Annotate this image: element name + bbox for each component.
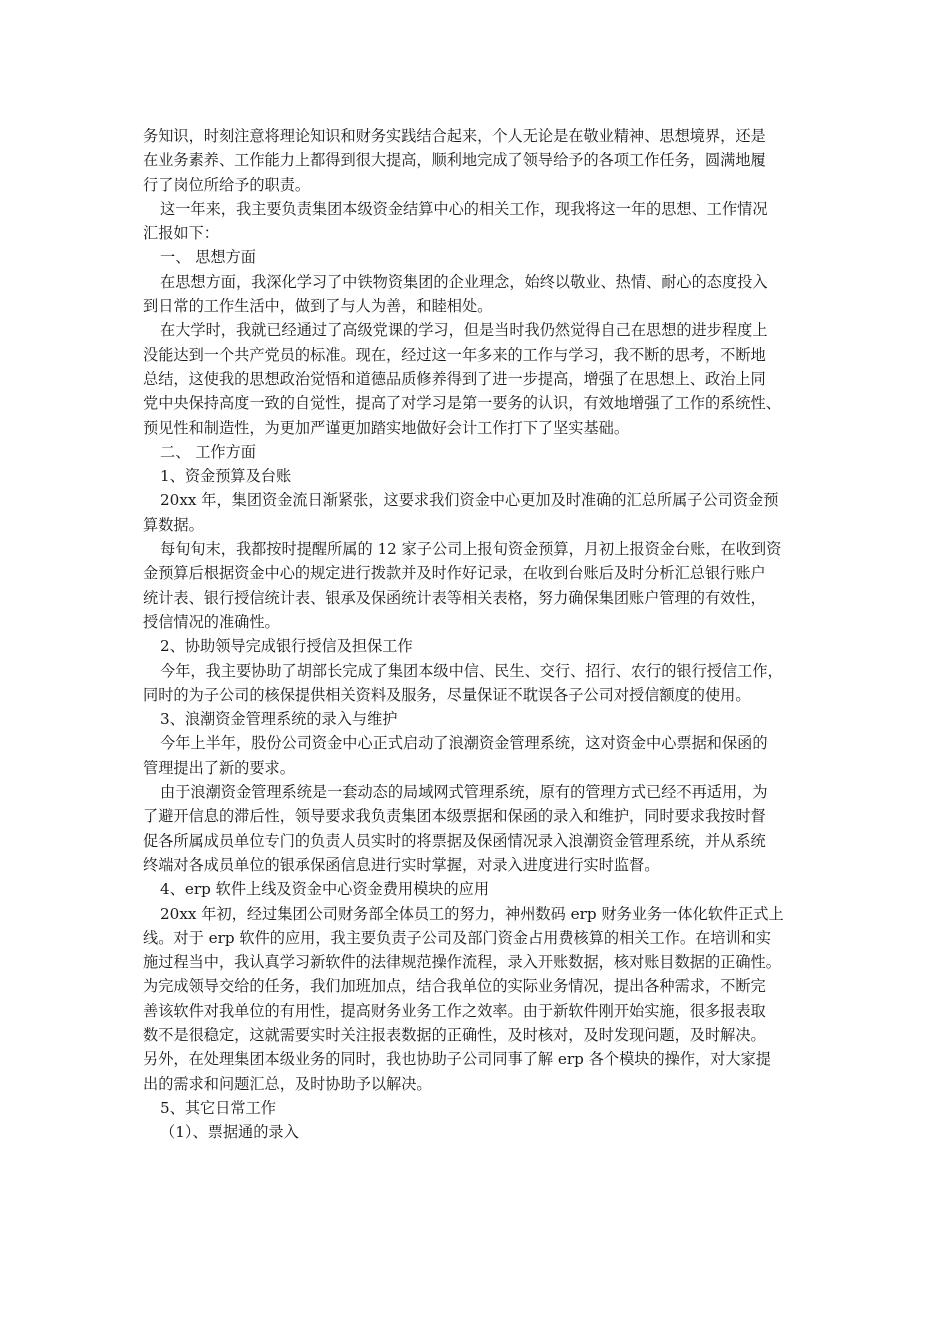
text-line: 在思想方面，我深化学习了中铁物资集团的企业理念，始终以敬业、热情、耐心的态度投入: [160, 272, 768, 291]
text-line: 了避开信息的滞后性，领导要求我负责集团本级票据和保函的录入和维护，同时要求我按时督: [143, 807, 766, 826]
text-line: 一、 思想方面: [160, 248, 256, 267]
text-line: 没能达到一个共产党员的标准。现在，经过这一年多来的工作与学习，我不断的思考，不断地: [143, 345, 766, 364]
text-line: 1、资金预算及台账: [160, 467, 292, 486]
text-line: 善该软件对我单位的有用性，提高财务业务工作之效率。由于新软件刚开始实施，很多报表取: [143, 1001, 766, 1020]
document-body: [143, 124, 811, 1144]
text-line: 汇报如下：: [143, 224, 219, 243]
text-line: 在大学时，我就已经通过了高级党课的学习，但是当时我仍然觉得自己在思想的进步程度上: [160, 321, 768, 340]
text-line: 5、其它日常工作: [160, 1098, 276, 1117]
text-line: 促各所属成员单位专门的负责人员实时的将票据及保函情况录入浪潮资金管理系统，并从系统: [143, 831, 766, 850]
text-line: 终端对各成员单位的银承保函信息进行实时掌握，对录入进度进行实时监督。: [143, 855, 660, 874]
text-line: 金预算后根据资金中心的规定进行拨款并及时作好记录，在收到台账后及时分析汇总银行账户: [143, 564, 766, 583]
text-line: 3、浪潮资金管理系统的录入与维护: [160, 710, 398, 729]
text-line: 到日常的工作生活中，做到了与人为善，和睦相处。: [143, 297, 493, 316]
text-line: 同时的为子公司的核保提供相关资料及服务，尽量保证不耽误各子公司对授信额度的使用。: [143, 685, 751, 704]
text-line: 每旬旬末，我都按时提醒所属的 12 家子公司上报旬资金预算，月初上报资金台账，在收到资: [160, 540, 782, 559]
text-line: 今年，我主要协助了胡部长完成了集团本级中信、民生、交行、招行、农行的银行授信工作，: [160, 661, 783, 680]
text-line: 务知识，时刻注意将理论知识和财务实践结合起来，个人无论是在敬业精神、思想境界，还是: [143, 127, 766, 145]
text-line: 算数据。: [143, 515, 204, 534]
text-line: 统计表、银行授信统计表、银承及保函统计表等相关表格，努力确保集团账户管理的有效性，: [143, 588, 766, 607]
text-line: 在业务素养、工作能力上都得到很大提高，顺利地完成了领导给予的各项工作任务，圆满地履: [143, 151, 766, 170]
text-line: 出的需求和问题汇总，及时协助予以解决。: [143, 1074, 432, 1093]
text-line: 施过程当中，我认真学习新软件的法律规范操作流程，录入开账数据，核对账目数据的正确性。: [143, 953, 781, 972]
text-line: 20xx 年，集团资金流日渐紧张，这要求我们资金中心更加及时准确的汇总所属子公司资金预: [160, 491, 779, 510]
text-line: 2、协助领导完成银行授信及担保工作: [160, 637, 413, 656]
text-line: 为完成领导交给的任务，我们加班加点，结合我单位的实际业务情况，提出各种需求，不断完: [143, 977, 766, 996]
text-line: 授信情况的准确性。: [143, 612, 280, 631]
text-line: 4、erp 软件上线及资金中心资金费用模块的应用: [160, 880, 490, 899]
text-line: 管理提出了新的要求。: [143, 758, 295, 777]
text-line: 今年上半年，股份公司资金中心正式启动了浪潮资金管理系统，这对资金中心票据和保函的: [160, 734, 768, 753]
text-line: 总结，这使我的思想政治觉悟和道德品质修养得到了进一步提高，增强了在思想上、政治上同: [143, 369, 766, 388]
text-line: 这一年来，我主要负责集团本级资金结算中心的相关工作，现我将这一年的思想、工作情况: [160, 199, 768, 218]
text-line: 预见性和制造性，为更加严谨更加踏实地做好会计工作打下了坚实基础。: [143, 418, 629, 437]
text-line: （1）、票据通的录入: [160, 1123, 299, 1142]
text-line: 二、 工作方面: [160, 442, 256, 461]
text-line: 行了岗位所给予的职责。: [143, 175, 311, 194]
text-line: 数不是很稳定，这就需要实时关注报表数据的正确性，及时核对，及时发现问题，及时解决。: [143, 1025, 766, 1044]
text-line: 线。对于 erp 软件的应用，我主要负责子公司及部门资金占用费核算的相关工作。在培训和实: [143, 928, 771, 947]
text-line: 另外，在处理集团本级业务的同时，我也协助子公司同事了解 erp 各个模块的操作，对大家提: [143, 1050, 771, 1069]
text-line: 20xx 年初，经过集团公司财务部全体员工的努力，神州数码 erp 财务业务一体化软件正式上: [160, 904, 784, 923]
text-line: 由于浪潮资金管理系统是一套动态的局域网式管理系统，原有的管理方式已经不再适用，为: [160, 783, 768, 802]
text-line: 党中央保持高度一致的自觉性，提高了对学习是第一要务的认识，有效地增强了工作的系统性、: [143, 394, 781, 413]
